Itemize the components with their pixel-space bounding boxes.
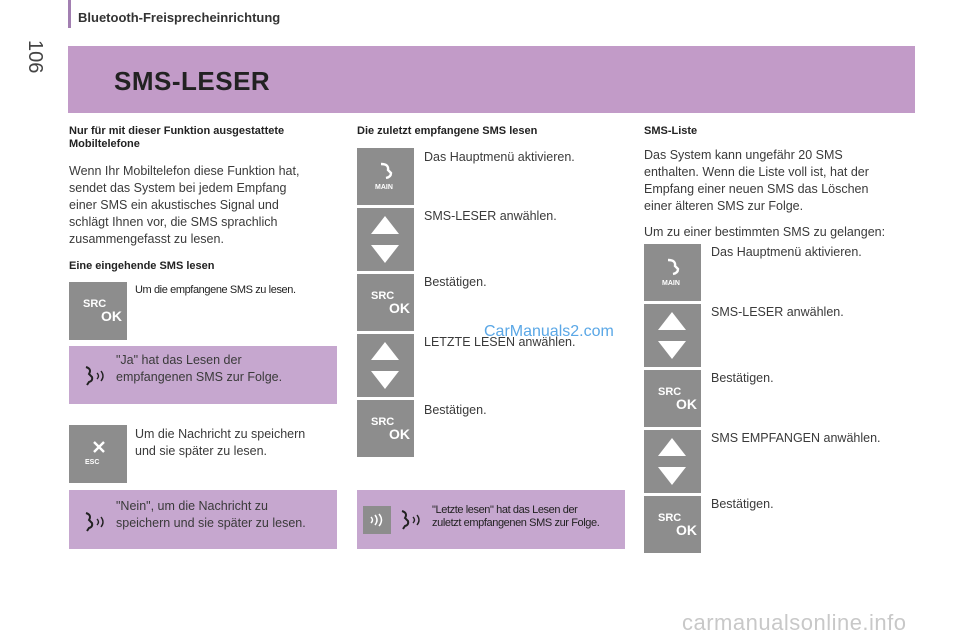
up-down-buttons [644,304,701,367]
col3-intro-line: Empfang einer neuen SMS das Löschen [644,182,869,196]
src-label: SRC [658,512,682,524]
ok-label: OK [101,308,122,324]
col2-step-text: Das Hauptmenü aktivieren. [424,150,575,164]
main-label: MAIN [375,184,393,191]
voice-no-box [69,490,337,549]
col2-step-text: LETZTE LESEN anwählen. [424,335,576,349]
close-icon [91,439,107,455]
arrow-up-icon [658,438,686,456]
src-label: SRC [371,290,395,302]
col2-step-text: SMS-LESER anwählen. [424,209,557,223]
voice-yes-text [116,352,282,386]
voice-last-text [432,504,599,530]
watermark-footer: carmanualsonline.info [682,610,907,635]
esc-button [69,425,127,483]
voice-yes-line: empfangenen SMS zur Folge. [116,370,283,384]
col1-intro-line: Wenn Ihr Mobiltelefon diese Funktion hat, [69,164,300,178]
voice-no-text [116,498,306,532]
voice-yes-box [69,346,337,404]
ok-label: OK [389,300,410,316]
up-down-buttons [644,430,701,493]
section-accent-bar [68,0,71,28]
section-title: Bluetooth-Freisprecheinrichtung [78,10,281,25]
up-down-buttons [357,208,414,271]
arrow-down-icon [371,245,399,263]
col3-step-text: Bestätigen. [711,371,774,385]
voice-no-line: "Nein", um die Nachricht zu [116,499,268,513]
voice-last-line: zuletzt empfangenen SMS zur Folge. [432,517,600,529]
main-label: MAIN [662,280,680,287]
arrow-up-icon [371,342,399,360]
voice-last-line: "Letzte lesen" hat das Lesen der [432,504,578,516]
arrow-down-icon [658,467,686,485]
watermark-mid: CarManuals2.com [484,323,614,340]
col1-intro-line: sendet das System bei jedem Empfang [69,181,287,195]
col3-lead: Um zu einer bestimmten SMS zu gelangen: [644,225,886,239]
src-label: SRC [83,298,107,310]
col1-intro-line: zusammengefasst zu lesen. [69,232,224,246]
voice-button [363,506,391,534]
src-ok-button [644,370,701,427]
src-ok-button [69,282,127,340]
esc-text [135,426,305,460]
main-button [357,148,414,205]
col2-heading: Die zuletzt empfangene SMS lesen [357,125,538,137]
src-ok-button [357,274,414,331]
phone-handset-icon [666,258,680,276]
voice-last-box [357,490,625,549]
col3-intro [644,147,914,215]
arrow-up-icon [371,216,399,234]
col3-heading: SMS-Liste [644,125,698,137]
col3-intro-line: einer älteren SMS zur Folge. [644,199,804,213]
col1-subheading: Eine eingehende SMS lesen [69,260,215,272]
esc-text-line: und sie später zu lesen. [135,444,268,458]
src-ok-button [644,496,701,553]
src-ok-button [357,400,414,457]
voice-no-line: speichern und sie später zu lesen. [116,516,306,530]
col3-intro-line: Das System kann ungefähr 20 SMS [644,148,843,162]
title-banner [68,46,915,113]
esc-text-line: Um die Nachricht zu speichern [135,427,306,441]
arrow-down-icon [658,341,686,359]
esc-label: ESC [85,459,100,466]
src-label: SRC [658,386,682,398]
col3-step-text: Bestätigen. [711,497,774,511]
page-number: 106 [24,40,46,74]
src-label: SRC [371,416,395,428]
col3-step-text: SMS-LESER anwählen. [711,305,844,319]
sound-waves-icon [369,513,385,527]
voice-command-icon [399,508,425,532]
voice-command-icon [83,510,109,534]
ok-label: OK [389,426,410,442]
page-title: SMS-LESER [114,66,271,96]
col1-intro [69,163,339,248]
col3-step-text: SMS EMPFANGEN anwählen. [711,431,881,445]
col3-intro-line: enthalten. Wenn die Liste voll ist, hat der [644,165,869,179]
col1-intro-line: einer SMS ein akustisches Signal und [69,198,279,212]
main-button [644,244,701,301]
col3-step-text: Das Hauptmenü aktivieren. [711,245,862,259]
up-down-buttons [357,334,414,397]
col2-step-text: Bestätigen. [424,275,487,289]
arrow-up-icon [658,312,686,330]
voice-yes-line: "Ja" hat das Lesen der [116,353,242,367]
arrow-down-icon [371,371,399,389]
phone-handset-icon [379,162,393,180]
ok-label: OK [676,522,697,538]
ok-label: OK [676,396,697,412]
col1-step1-text: Um die empfangene SMS zu lesen. [135,284,296,296]
col1-heading: Nur für mit dieser Funktion ausgestattete Mobiltelefone [69,125,285,150]
col2-step-text: Bestätigen. [424,403,487,417]
col1-intro-line: schlägt Ihnen vor, die SMS sprachlich [69,215,278,229]
voice-command-icon [83,364,109,388]
